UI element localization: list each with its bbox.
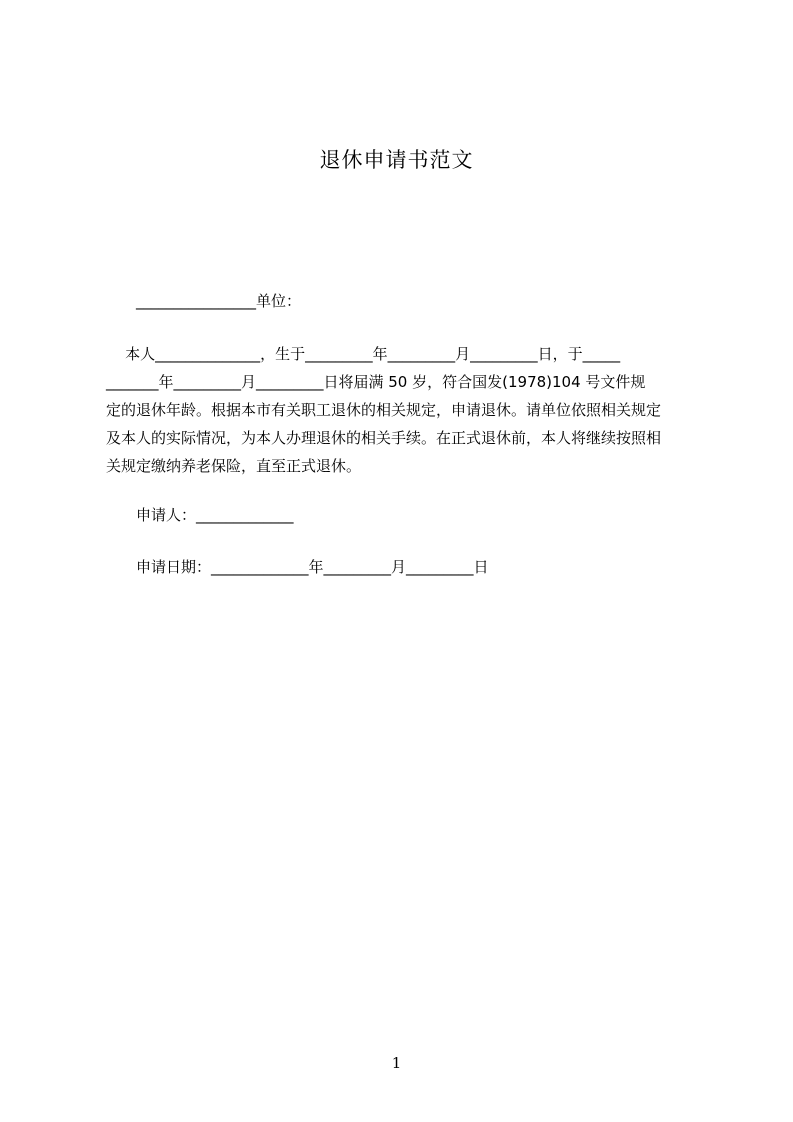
paragraph-line: _______年_________月_________日将届满 50 岁，符合国发(1978)104 号文件规 [106, 373, 646, 391]
paragraph-line: 关规定缴纳养老保险，直至正式退休。 [106, 457, 362, 475]
page-number: 1 [391, 1054, 402, 1072]
applicant-line: 申请人：_____________ [136, 506, 294, 524]
paragraph-line: 及本人的实际情况，为本人办理退休的相关手续。在正式退休前，本人将继续按照相 [106, 429, 662, 447]
document-title: 退休申请书范文 [319, 148, 474, 172]
paragraph-line: 本人______________，生于_________年_________月_________日，于_____ [106, 345, 621, 363]
unit-line: ________________单位： [136, 292, 302, 310]
application-date-line: 申请日期：_____________年_________月_________日 [136, 558, 489, 576]
application-paragraph [106, 340, 700, 480]
paragraph-line: 定的退休年龄。根据本市有关职工退休的相关规定，申请退休。请单位依照相关规定 [106, 401, 662, 419]
